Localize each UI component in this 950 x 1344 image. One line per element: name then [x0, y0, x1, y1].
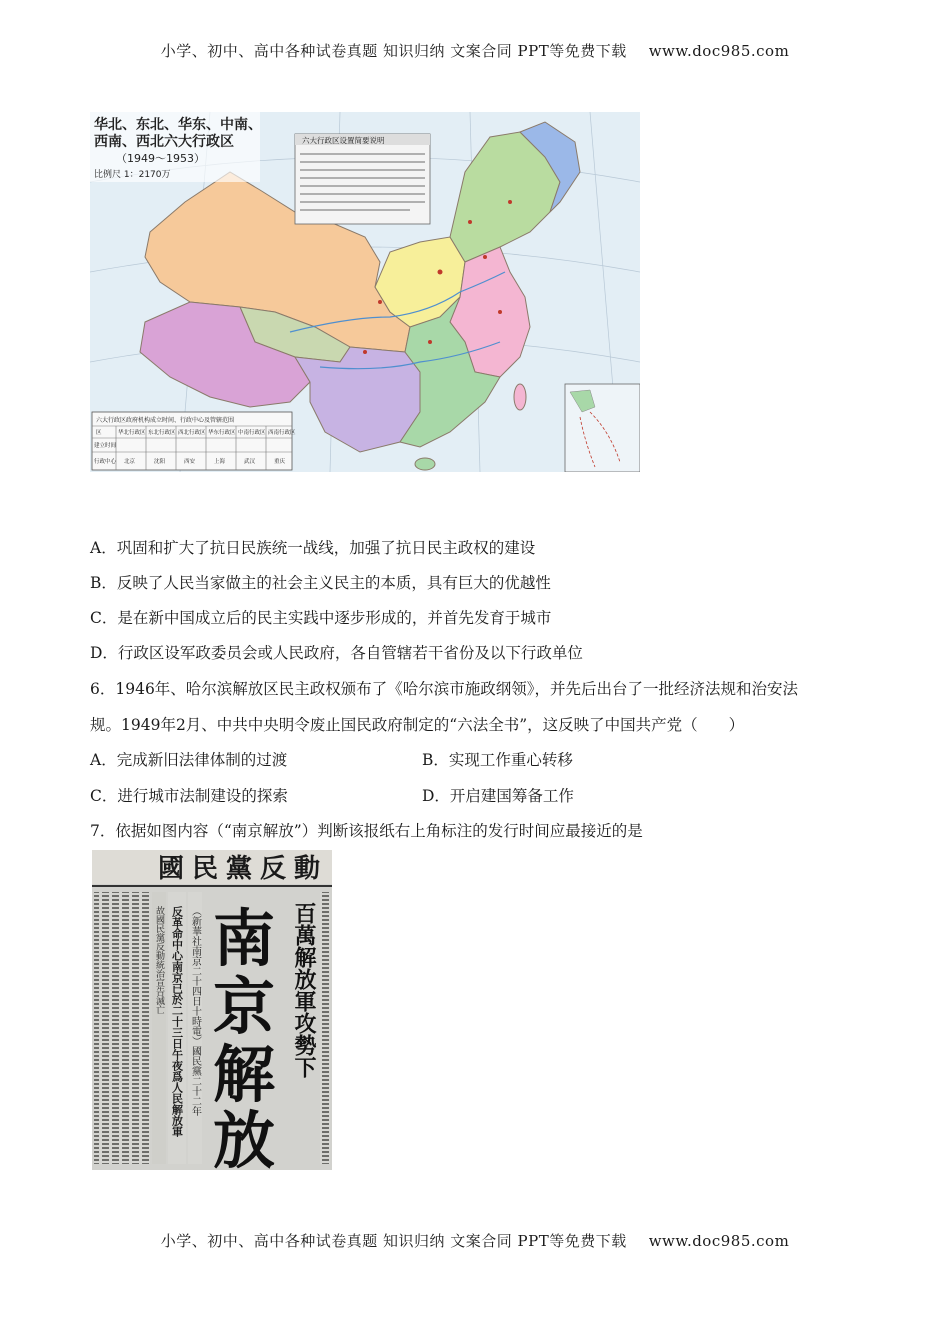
q5-option-c: C．是在新中国成立后的民主实践中逐步形成的，并首先发育于城市 [90, 609, 552, 627]
newspaper-small-column: 故國民黨反動統治宣告滅亡 [154, 906, 164, 1014]
page-footer [0, 1230, 950, 1251]
q5-option-b: B．反映了人民当家做主的社会主义民主的本质，具有巨大的优越性 [90, 574, 551, 592]
q6-stem-line-1: 6．1946年、哈尔滨解放区民主政权颁布了《哈尔滨市施政纲领》，并先后出台了一批经济法规和治安法 [90, 680, 799, 698]
header-text: 小学、初中、高中各种试卷真题 知识归纳 文案合同 PPT等免费下载 [160, 42, 627, 60]
map-title-line-2: 西南、西北六大行政区 [94, 134, 234, 150]
administrative-regions-map [90, 112, 640, 472]
newspaper-banner: 國民黨反動 [157, 854, 328, 884]
q6-option-b: B．实现工作重心转移 [422, 751, 573, 769]
map-table-row-header: 建立时间 [94, 443, 117, 449]
newspaper-headline-top: 百萬解放軍攻勢下 [291, 902, 317, 1078]
taiwan-island [514, 384, 526, 410]
map-table-row-header: 区 [96, 430, 102, 436]
map-table-region: 西北行政区 [178, 430, 206, 436]
map-title-line-3: （1949～1953） [116, 152, 205, 165]
q6-option-d: D．开启建国筹备工作 [422, 787, 574, 805]
newspaper-headline-char: 放 [212, 1104, 276, 1170]
map-table-region: 中南行政区 [238, 430, 266, 436]
map-table-center: 沈阳 [154, 459, 166, 465]
map-inset-title: 六大行政区设置简要说明 [302, 136, 385, 145]
footer-text: 小学、初中、高中各种试卷真题 知识归纳 文案合同 PPT等免费下载 [160, 1232, 627, 1250]
q7-stem: 7．依据如图内容（“南京解放”）判断该报纸右上角标注的发行时间应最接近的是 [90, 822, 643, 840]
hainan-island [415, 458, 435, 470]
newspaper-subhead: （新華社南京二十四日十時電）國民黨二十二年 [189, 906, 201, 1116]
q6-stem-line-2: 规。1949年2月、中共中央明令废止国民政府制定的“六法全书”，这反映了中国共产党（ ） [90, 716, 745, 734]
newspaper-headline-char: 京 [212, 970, 276, 1043]
q5-option-d: D．行政区设军政委员会或人民政府，各自管辖若干省份及以下行政单位 [90, 644, 583, 662]
map-table-region: 东北行政区 [148, 430, 176, 436]
map-scale: 比例尺 1：2170万 [94, 170, 171, 180]
header-site: www.doc985.com [648, 42, 790, 60]
newspaper-headline-char: 解 [212, 1038, 276, 1111]
q6-option-a: A．完成新旧法律体制的过渡 [90, 751, 288, 769]
map-table-region: 西南行政区 [268, 430, 296, 436]
map-table-center: 北京 [124, 459, 136, 465]
newspaper-image [92, 850, 332, 1170]
map-table-region: 华东行政区 [208, 430, 236, 436]
q6-option-c: C．进行城市法制建设的探索 [90, 787, 288, 805]
map-title-line-1: 华北、东北、华东、中南、 [94, 117, 262, 133]
q5-option-a: A．巩固和扩大了抗日民族统一战线，加强了抗日民主政权的建设 [90, 539, 536, 557]
map-table-center: 上海 [214, 459, 226, 465]
page-header [0, 40, 950, 61]
map-table-center: 重庆 [274, 459, 286, 465]
map-table-title: 六大行政区政府机构成立时间、行政中心及管辖范围 [96, 417, 235, 424]
footer-site: www.doc985.com [648, 1232, 790, 1250]
map-table-center: 武汉 [244, 459, 256, 465]
newspaper-column-text: 反革命中心南京已於二十三日午夜爲人民解放軍 [170, 906, 184, 1137]
map-table-center: 西安 [184, 459, 196, 465]
map-table-row-header: 行政中心 [94, 459, 117, 465]
newspaper-headline-char: 南 [212, 902, 276, 975]
map-table-region: 华北行政区 [118, 430, 146, 436]
